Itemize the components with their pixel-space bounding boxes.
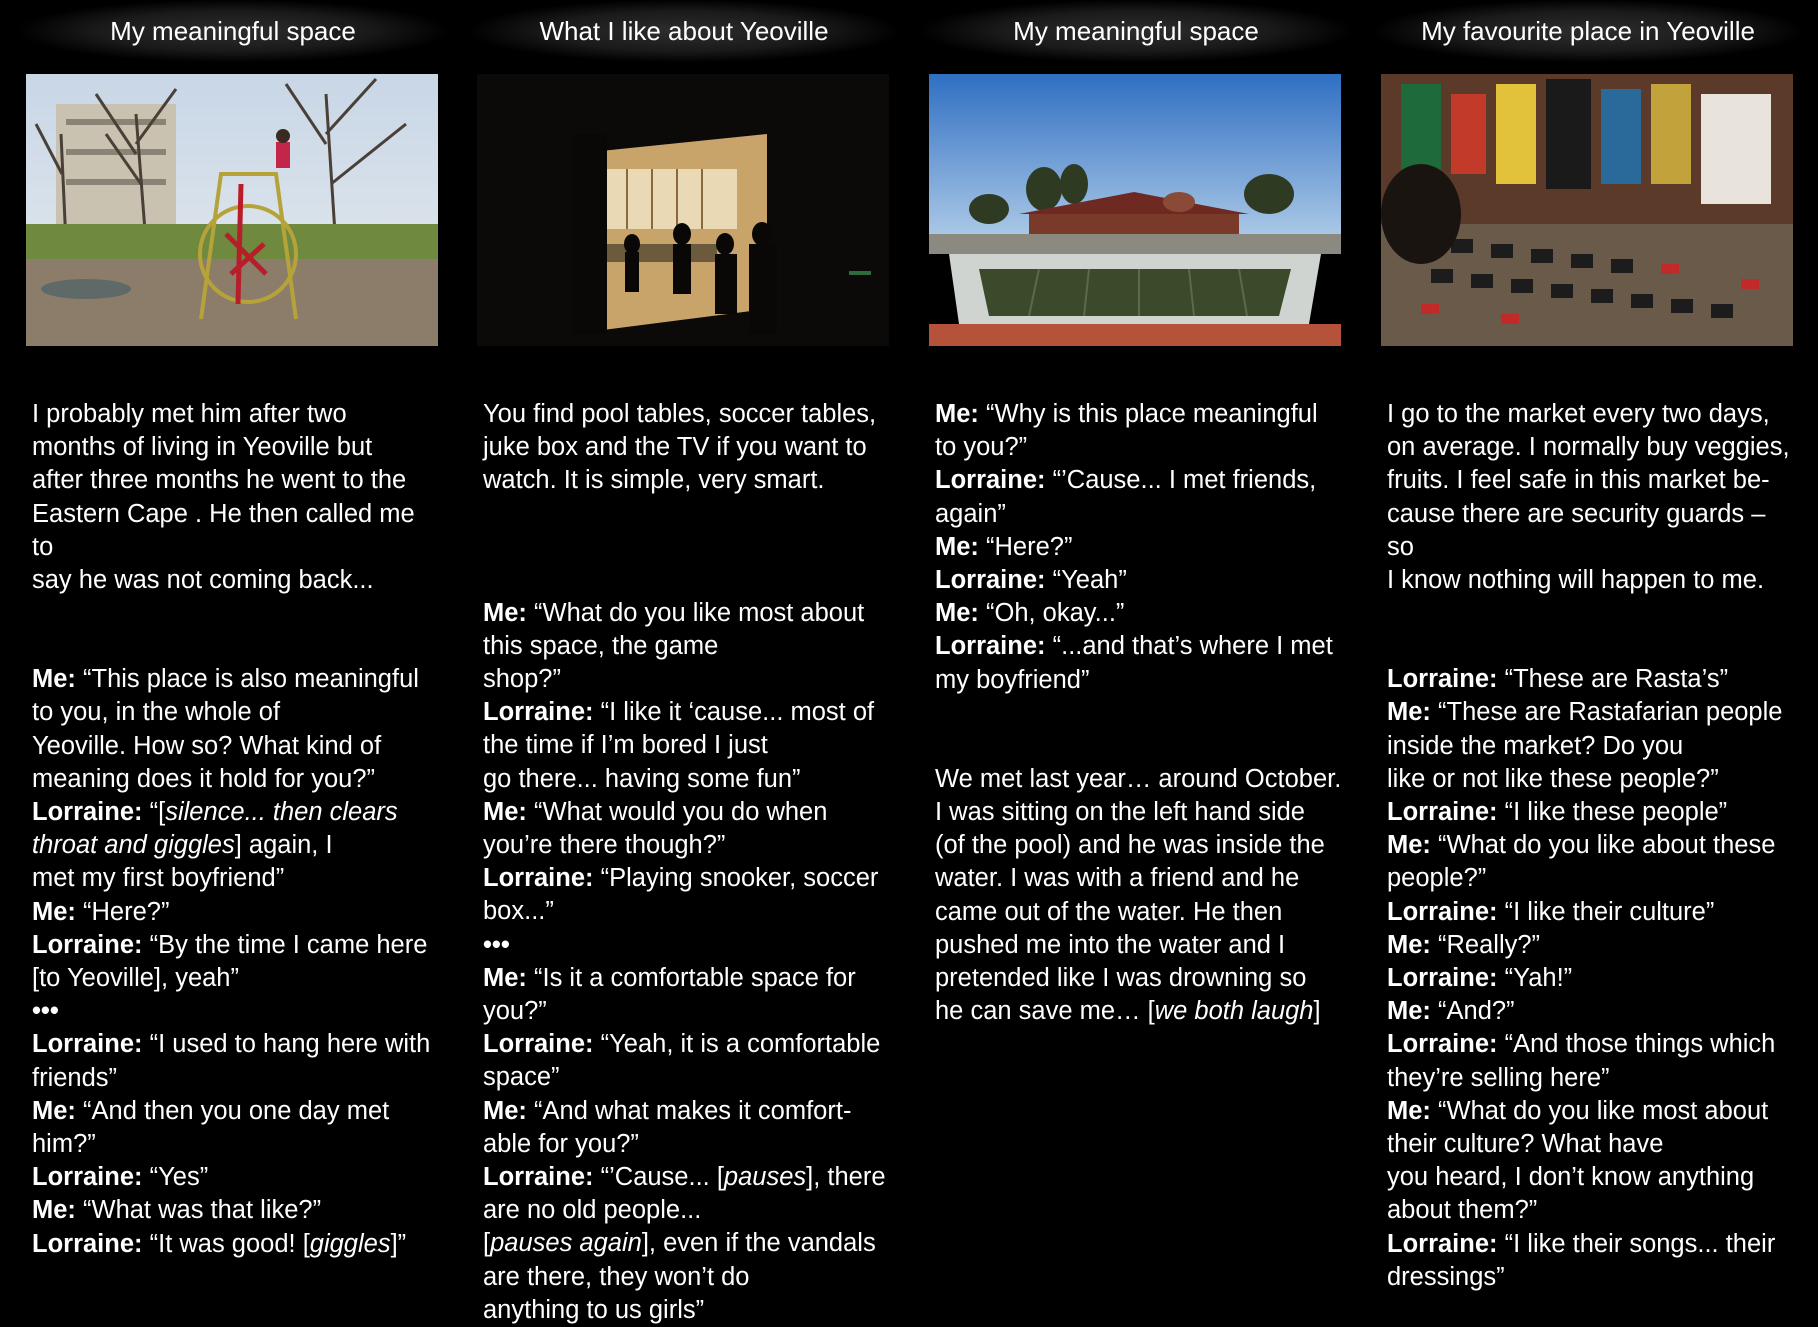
text-segment: “I like their culture” — [1497, 897, 1715, 926]
speaker-label: Lorraine: — [32, 798, 143, 827]
dialogue-line — [935, 531, 1345, 564]
italic-segment: we both laugh — [1154, 997, 1314, 1026]
text-segment: “These are Rasta’s” — [1497, 665, 1729, 694]
dialogue-line — [483, 1161, 893, 1327]
text-segment: “Is it a comfortable space for you?” — [483, 963, 856, 1026]
dialogue-line — [1387, 896, 1797, 929]
dialogue-line — [935, 597, 1345, 630]
speaker-label: Lorraine: — [483, 1163, 594, 1192]
dialogue-line — [32, 1095, 442, 1161]
text-segment: “’Cause... I met friends, again” — [935, 466, 1317, 528]
dialogue-line — [32, 1194, 442, 1227]
dialogue-line — [483, 929, 893, 962]
speaker-label: Me: — [32, 1196, 76, 1225]
text-segment: “Yes” — [142, 1163, 209, 1192]
speaker-label: Me: — [32, 665, 76, 694]
text-segment: “What do you like most about this space, the game shop?” — [483, 598, 865, 694]
speaker-label: Me: — [935, 532, 979, 561]
italic-segment: giggles — [309, 1229, 391, 1258]
text-segment: “What do you like about these people?” — [1387, 831, 1776, 893]
text-segment: “Here?” — [75, 897, 170, 926]
speaker-label: Lorraine: — [1387, 1229, 1498, 1258]
speaker-label: Me: — [483, 963, 527, 992]
italic-segment: pauses — [723, 1163, 807, 1192]
speaker-label: Me: — [935, 400, 979, 428]
text-segment: ] again, I met my first boyfriend” — [32, 831, 333, 893]
text-segment: “And those things which they’re selling here” — [1387, 1030, 1776, 1092]
text-segment: “[ — [142, 798, 166, 827]
speaker-label: Lorraine: — [483, 1030, 594, 1059]
dialogue-line — [1387, 929, 1797, 962]
text-segment: “Yeah” — [1045, 566, 1127, 595]
dialogue — [935, 398, 1345, 697]
dialogue-line — [32, 929, 442, 995]
text-segment: “Here?” — [978, 532, 1073, 561]
dialogue-line — [483, 1028, 893, 1094]
dialogue-line — [483, 1095, 893, 1161]
speaker-label: Lorraine: — [32, 1030, 143, 1059]
dialogue-line — [483, 862, 893, 928]
dialogue-line — [935, 564, 1345, 597]
italic-segment: pauses again — [490, 1229, 642, 1258]
text-segment: “What was that like?” — [75, 1196, 322, 1225]
dialogue-line — [32, 1028, 442, 1094]
column-title: My meaningful space — [923, 0, 1349, 62]
text-segment: “I like their songs... their dressings” — [1387, 1229, 1776, 1291]
narrative: I probably met him after two months of living in Yeoville but after three months he went to the Eastern Cape . He then called me to say he was not coming back... — [32, 400, 415, 595]
text-segment: “These are Rastafarian people inside the market? Do you like or not like these people?” — [1387, 698, 1783, 793]
text-segment: “Yah!” — [1497, 964, 1573, 993]
text-segment: We met last year… around October. I was sitting on the left hand side (of the pool) and he was inside the water. I was with a friend and he came out of the water. He then pushed me into the water and I pretended like I was drowning so he can save me… [ — [935, 764, 1342, 1026]
dialogue — [1387, 663, 1797, 1294]
column-text — [483, 398, 893, 1327]
column-text — [1387, 398, 1797, 1294]
speaker-label: Me: — [1387, 698, 1431, 727]
dialogue-line — [935, 630, 1345, 696]
dialogue-line — [1387, 995, 1797, 1028]
column-title: My favourite place in Yeoville — [1375, 0, 1801, 62]
speaker-label: Me: — [32, 897, 76, 926]
text-segment: ], even if the vandals are there, they won’t do anything to us girls” — [483, 1229, 876, 1324]
dialogue — [32, 663, 442, 1261]
speaker-label: Me: — [935, 599, 979, 628]
dialogue-line — [935, 464, 1345, 530]
text-segment: “...and that’s where I met my boyfriend” — [935, 632, 1333, 694]
narrative: You find pool tables, soccer tables, juke box and the TV if you want to watch. It is simple, very smart. — [483, 400, 877, 495]
dialogue-line — [1387, 829, 1797, 895]
column-title: What I like about Yeoville — [471, 0, 897, 62]
speaker-label: Lorraine: — [1387, 897, 1498, 926]
text-segment: “Really?” — [1430, 930, 1541, 959]
text-segment: “I like these people” — [1497, 798, 1728, 827]
speaker-label: Me: — [1387, 930, 1431, 959]
photo-game-shop — [477, 74, 889, 346]
dialogue-line — [483, 597, 893, 697]
speaker-label: Lorraine: — [483, 698, 594, 727]
dialogue-line — [1387, 796, 1797, 829]
text-segment: ] — [1313, 997, 1321, 1026]
text-segment: “Playing snooker, soccer box...” — [483, 864, 879, 926]
speaker-label: Lorraine: — [935, 566, 1046, 595]
dialogue-line — [483, 796, 893, 862]
speaker-label: Lorraine: — [1387, 964, 1498, 993]
photo-swimming-pool — [929, 74, 1341, 346]
text-segment: “And?” — [1430, 997, 1515, 1026]
speaker-label: Me: — [483, 1096, 527, 1125]
speaker-label: Me: — [1387, 1096, 1431, 1125]
text-segment: “By the time I came here [to Yeoville], yeah” — [32, 930, 428, 993]
column-text — [935, 398, 1345, 1028]
column-market — [1381, 0, 1801, 1291]
photo-market — [1381, 74, 1793, 346]
dialogue-line — [32, 1161, 442, 1194]
dialogue-line — [32, 663, 442, 796]
text-segment: “Oh, okay...” — [978, 599, 1125, 628]
dialogue-line — [32, 995, 442, 1028]
speaker-label: Me: — [483, 797, 527, 826]
speaker-label: Lorraine: — [32, 930, 143, 959]
dialogue-line — [1387, 962, 1797, 995]
text-segment: “’Cause... [ — [593, 1163, 724, 1192]
speaker-label: Me: — [483, 598, 527, 627]
text-segment: “I used to hang here with friends” — [32, 1030, 431, 1092]
speaker-label: Lorraine: — [1387, 1030, 1498, 1059]
dialogue-line — [483, 962, 893, 1028]
text-segment: ], there are no old people... [ — [483, 1163, 886, 1258]
dialogue-line — [1387, 1228, 1797, 1294]
text-segment: ]” — [390, 1229, 407, 1258]
speaker-label: Lorraine: — [483, 864, 594, 893]
speaker-label: Lorraine: — [935, 632, 1046, 661]
text-segment: “What would you do when you’re there though?” — [483, 797, 828, 860]
speaker-label: Lorraine: — [1387, 665, 1498, 694]
narrative — [935, 763, 1345, 1029]
text-segment: “And what makes it comfort- able for you?” — [483, 1096, 852, 1158]
dialogue-line — [32, 796, 442, 896]
italic-segment: silence... then clears throat and giggles — [32, 798, 398, 860]
dialogue — [483, 597, 893, 1327]
photo-playground — [26, 74, 438, 346]
dialogue-line — [483, 696, 893, 796]
dialogue-line — [32, 1228, 442, 1261]
column-title: My meaningful space — [20, 0, 446, 62]
dialogue-line — [1387, 663, 1797, 696]
column-playground — [26, 0, 446, 1258]
speaker-label: Lorraine: — [32, 1163, 143, 1192]
speaker-label: Lorraine: — [935, 466, 1046, 495]
dialogue-line — [1387, 1028, 1797, 1094]
narrative: I go to the market every two days, on average. I normally buy veggies, fruits. I feel safe in this market be- cause there are security guards – so I know nothing will happen to me. — [1387, 400, 1790, 595]
dialogue-line — [1387, 696, 1797, 796]
text-segment: “It was good! [ — [142, 1229, 310, 1258]
speaker-label: Lorraine: — [1387, 798, 1498, 827]
text-segment: “Why is this place meaningful to you?” — [935, 400, 1318, 462]
column-game-shop — [477, 0, 897, 1324]
speaker-label: ••• — [32, 997, 59, 1026]
column-text — [32, 398, 442, 1261]
text-segment: “What do you like most about their culture? What have you heard, I don’t know anything about them?” — [1387, 1096, 1769, 1225]
dialogue-line — [32, 896, 442, 929]
speaker-label: ••• — [483, 930, 510, 959]
speaker-label: Me: — [1387, 831, 1431, 860]
dialogue-line — [1387, 1095, 1797, 1228]
dialogue-line — [935, 398, 1345, 464]
speaker-label: Me: — [32, 1096, 76, 1125]
speaker-label: Me: — [1387, 997, 1431, 1026]
column-pool — [929, 0, 1349, 1026]
text-segment: “And then you one day met him?” — [32, 1096, 390, 1159]
text-segment: “This place is also meaningful to you, in the whole of Yeoville. How so? What kind of meaning does it hold for you?” — [32, 665, 419, 793]
text-segment: “Yeah, it is a comfortable space” — [483, 1030, 881, 1092]
speaker-label: Lorraine: — [32, 1229, 143, 1258]
text-segment: “I like it ‘cause... most of the time if I’m bored I just go there... having some fun” — [483, 698, 875, 793]
